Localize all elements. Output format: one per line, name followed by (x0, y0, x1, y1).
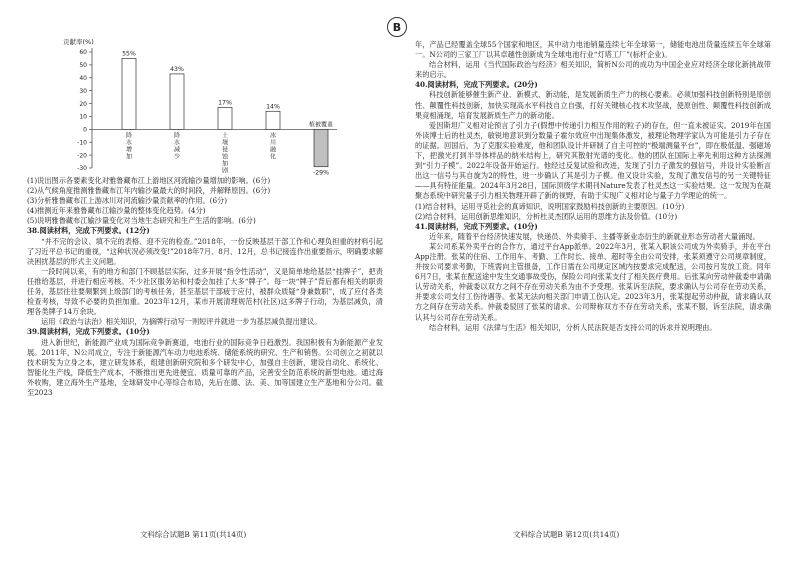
y-tick-label: 60 (79, 49, 87, 57)
category-label-char: 水 (125, 139, 133, 147)
bar-value-label: 43% (170, 65, 184, 73)
question-40-paragraph: 爱因斯坦广义相对论预言了引力子(假想中传递引力相互作用的粒子)的存在，但一直未被证实。2019年在国外读博士后的杜灵杰，敏锐地意识到分数量子霍尔效应中出现集体激发，被理论物理学家认为可能是引力子存在的证据。回国后，为了克服实验难度，他和团队设计并研制了自主可控的“极端测量平台”，即在极低温、强磁场下，把激光打到半导体样品的纳米结构上，研究其散射光谱的变化。他的团队在国际上率先利用这种方法探测到“引力子模”。2022年设备开始运行。他经过反复试验和改进，发现了引力子激发的强信号，并设计实验断言出这一信号与其自旋为2的特性，进一步确认了其是引力子模。他又设计实验，发现了激发信号的另一关键特征——具有特征能量。2024年3月28日，国际顶级学术期刊Nature发表了杜灵杰这一实验结果。这一发现为在凝聚态系统中研究量子引力相关物理开辟了新的视野，有助于实现广义相对论与量子力学理论的统一。 (415, 120, 771, 201)
bar-value-label: 17% (218, 99, 232, 107)
question-41-title: 41.阅读材料，完成下列要求。(10分) (415, 221, 538, 231)
question-39-paragraph: 进入新世纪，新能源产业成为国际竞争新赛道，电池行业的国际竞争日趋激烈。我国积极有为新能源产业发展。2011年，N公司成立，专注于新能源汽车动力电池系统、储能系统的研究、生产和销售。公司创立之初就以技术研发为立身之本，建立研发体系，组建创新研究院和多个研发中心，加强自主创新，建设自动化、系统化、智能化生产线，降低生产成本，不断推出更先进便宜、质量可靠的产品，完善安全防范系统的新型电池。通过海外收购，建立海外生产基地，全球研发中心等综合布局，先后在德、法、美、加等国建立生产基地和分公司。截至2023 (27, 337, 383, 397)
left-column (27, 34, 383, 398)
category-label-char: 少 (173, 153, 181, 161)
right-column (415, 40, 771, 333)
question-40-requirement: (2)结合材料，运用创新思维知识，分析杜灵杰团队运用的思维方法及价值。(10分) (415, 211, 678, 221)
category-label-char: 剧 (221, 167, 229, 175)
bar (314, 129, 328, 166)
category-label-char: 降 (125, 132, 133, 140)
question-41-requirement: 结合材料，运用《法律与生活》相关知识，分析人民法院是否支持公司的诉求并说明理由。 (429, 322, 717, 332)
sub-question: (5)说明雅鲁藏布江输沙量变化对当地生态研究和生产生活的影响。(6分) (27, 216, 256, 226)
y-tick-label: -30 (77, 165, 87, 173)
category-label-char: 水 (173, 139, 181, 147)
y-tick-label: 10 (79, 113, 87, 121)
question-41-paragraph: 某公司系某外卖平台的合作方，通过平台App派单。2022年3月，张某入职该公司成为外卖骑手，并在平台App注册。张某的住宿、工作用车、考勤、工作时长、接单、超时等全由公司安排，张某须遵守公司规章制度，并按公司要求考勤，下班需向主管报备，工作日需在公司规定区域内按要求完成配送，公司按月发放工资。同年6月7日，张某在配送途中发生交通事故受伤，保险公司向张某支付了相关医疗费用。后张某向劳动仲裁委申请确认劳动关系，仲裁委以双方之间不存在劳动关系为由不予受理。张某诉至法院，要求确认与公司存在劳动关系，并要求公司支付工伤待遇等。张某无法向相关部门申请工伤认定。2023年3月，张某提起劳动仲裁，请求确认双方之间存在劳动关系。仲裁委驳回了张某的请求。公司辩称双方不存在劳动关系，张某不服，诉至法院，请求确认其与公司存在劳动关系。 (415, 241, 771, 322)
category-label-char: 壤 (221, 139, 229, 147)
y-tick-label: 0 (83, 126, 87, 134)
question-40-requirement: (1)结合材料，运用寻觅社会的真谛知识，说明国家鼓励科技创新的主要原因。(10分) (415, 201, 685, 211)
page-footer-left: 文科综合试题B 第11页(共14页) (140, 530, 247, 539)
sub-question: (2)从气候角度推测雅鲁藏布江年内输沙量最大的时间段，并解释原因。(6分) (27, 186, 271, 196)
y-axis-label: 贡献率(%) (63, 38, 94, 46)
category-label-char: 冰 (269, 132, 277, 140)
category-label-char: 土 (221, 132, 229, 140)
page-footer-right: 文科综合试题B 第12页(共14页) (513, 530, 620, 539)
question-40-paragraph: 科技创新能够催生新产业、新模式、新动能，是发展新质生产力的核心要素。必须加强科技创新特别是原创性、颠覆性科技创新，加快实现高水平科技自立自强，打好关键核心技术攻坚战，使原创性、颠覆性科技创新成果竞相涌现，培育发展新质生产力的新动能。 (415, 90, 771, 120)
question-39-requirement: 结合材料，运用《当代国际政治与经济》相关知识，简析N公司的成功为中国企业应对经济全球化新挑战带来的启示。 (415, 60, 771, 80)
bar (218, 107, 232, 129)
category-label-char: 化 (269, 153, 277, 161)
category-label-char: 川 (269, 139, 277, 147)
category-label: 植被覆盖 (308, 121, 334, 129)
question-38-paragraph: “并不完的会议、填不完的表格、迎不完的检查。”2018年，一份反映基层干部工作和心理负担重的材料引起了习近平总书记的重视，“这种状况必须改变!”2018年7月、8月、12月，总书记接连作出重要指示，明确要求解决困扰基层的形式主义问题。 (27, 236, 383, 266)
bar-value-label: 55% (122, 50, 136, 58)
question-38-paragraph: 一段时间以来，有的地方和部门不顾基层实际，过多开展“指令性活动”，又是简单地给基层“挂牌子”，把责任推给基层，并进行相应考核。不少社区服务站和村委会加挂了大多“牌子”。每一块“牌子”背后都有相关的职责任务，基层往往要频繁到上级部门的考核任务，甚至基层干部疲于应付，被群众质疑“身兼数职”，成了应付各类检查考核，导致不必要的负担加重。2023年12月，某市开展清理规范村(社区)这多牌子行动，为基层减负，清理各类牌子14万余块。 (27, 266, 383, 317)
bar (170, 74, 184, 129)
bar (266, 111, 280, 129)
question-40-title: 40.阅读材料，完成下列要求。(20分) (415, 80, 538, 90)
category-label-char: 降 (173, 132, 181, 140)
question-38-title: 38.阅读材料，完成下列要求。(12分) (27, 226, 150, 236)
y-tick-label: -20 (77, 152, 87, 160)
bar-value-label: 14% (266, 103, 280, 111)
question-39-title: 39.阅读材料，完成下列要求。(10分) (27, 327, 150, 337)
question-39-paragraph-cont: 年，产品已经覆盖全球55个国家和地区，其中动力电池销量连续七年全球第一，储能电池出货量连续五年全球第一。N公司的三家工厂以其卓越性创新成为全球电池行业“灯塔工厂”(标杆企业)。 (415, 40, 771, 60)
sub-question: (4)推测近年来雅鲁藏布江输沙量的整体变化趋势。(4分) (27, 206, 206, 216)
category-label-char: 融 (269, 146, 277, 154)
category-label-char: 加 (125, 153, 133, 161)
y-tick-label: 20 (79, 100, 87, 108)
category-label-char: 侵 (221, 146, 229, 154)
question-41-paragraph: 近年来，随着平台经济快速发展，快递员、外卖骑手、主播等新业态衍生的新就业形态劳动者大量涌现。 (429, 231, 760, 241)
sub-question: (1)说出图示各要素变化对雅鲁藏布江上游地区河流输沙量增加的影响。(6分) (27, 176, 271, 185)
y-tick-label: 50 (79, 62, 87, 70)
bar (122, 58, 136, 129)
question-38-requirement: 运用《政治与法治》相关知识，为摘牌行动写一则短评并就进一步为基层减负提出建议。 (41, 317, 322, 327)
question-37-sub-list (27, 176, 383, 226)
sub-question: (3)分析雅鲁藏布江上游冰川对河流输沙量贡献率的作用。(6分) (27, 196, 228, 206)
page-mark-b: B (387, 17, 407, 37)
category-label-char: 增 (125, 146, 133, 154)
bar-value-label: -29% (313, 169, 329, 176)
y-tick-label: 30 (79, 87, 87, 95)
y-tick-label: 40 (79, 74, 87, 82)
category-label-char: 减 (173, 146, 181, 154)
y-tick-label: -10 (77, 139, 87, 147)
category-label-char: 加 (221, 160, 229, 168)
category-label-char: 蚀 (221, 153, 229, 161)
chart-svg (47, 34, 347, 176)
sediment-contribution-chart (47, 34, 383, 176)
